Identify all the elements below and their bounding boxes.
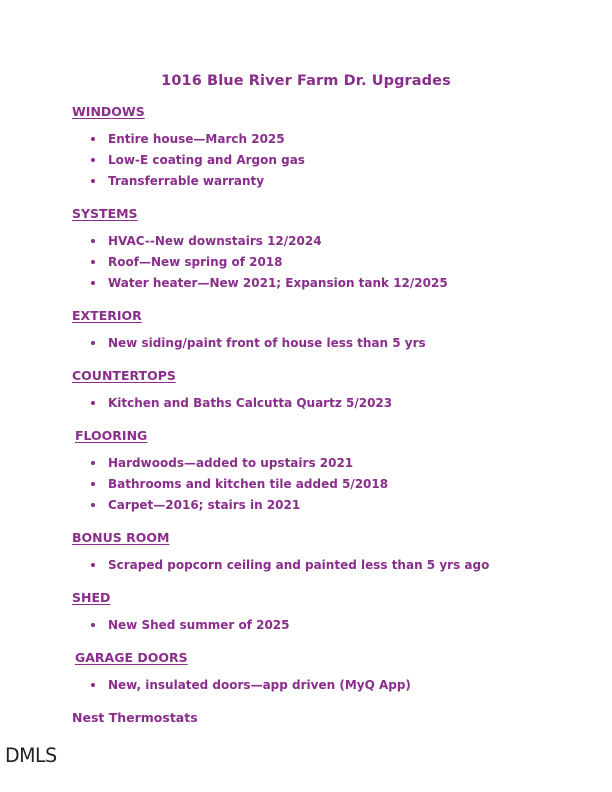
- section-heading: SYSTEMS: [72, 206, 138, 221]
- list-item: [72, 152, 592, 173]
- list-item-text: New Shed summer of 2025: [108, 618, 290, 632]
- bullet-icon: [91, 341, 95, 345]
- bullet-icon: [91, 158, 95, 162]
- section-heading: COUNTERTOPS: [72, 368, 176, 383]
- bullet-icon: [91, 461, 95, 465]
- bullet-icon: [91, 503, 95, 507]
- list-item-text: Low-E coating and Argon gas: [108, 153, 305, 167]
- bullet-list: [72, 455, 592, 518]
- section-heading: EXTERIOR: [72, 308, 142, 323]
- section-heading: SHED: [72, 590, 111, 605]
- bullet-icon: [91, 683, 95, 687]
- list-item-text: Kitchen and Baths Calcutta Quartz 5/2023: [108, 396, 393, 410]
- section-windows: [72, 104, 592, 194]
- list-item-text: Bathrooms and kitchen tile added 5/2018: [108, 477, 389, 491]
- list-item-text: New siding/paint front of house less than 5 yrs: [108, 336, 426, 350]
- list-item: [72, 131, 592, 152]
- bullet-list: [72, 677, 592, 698]
- list-item: [72, 497, 592, 518]
- section-countertops: [72, 368, 592, 416]
- list-item-text: Entire house—March 2025: [108, 132, 285, 146]
- list-item: [72, 233, 592, 254]
- section-heading: WINDOWS: [72, 104, 145, 119]
- list-item-text: Water heater—New 2021; Expansion tank 12/2025: [108, 276, 448, 290]
- list-item-text: Carpet—2016; stairs in 2021: [108, 498, 301, 512]
- bullet-icon: [91, 179, 95, 183]
- bullet-list: [72, 233, 592, 296]
- list-item: [72, 173, 592, 194]
- section-shed: [72, 590, 592, 638]
- list-item-text: HVAC--New downstairs 12/2024: [108, 234, 322, 248]
- bullet-icon: [91, 260, 95, 264]
- bullet-icon: [91, 563, 95, 567]
- section-heading: GARAGE DOORS: [75, 650, 188, 665]
- bullet-icon: [91, 623, 95, 627]
- list-item: [72, 617, 592, 638]
- list-item: [72, 275, 592, 296]
- section-bonus-room: [72, 530, 592, 578]
- bullet-icon: [91, 482, 95, 486]
- bullet-list: [72, 617, 592, 638]
- section-exterior: [72, 308, 592, 356]
- nest-thermostats-heading: Nest Thermostats: [72, 710, 198, 725]
- list-item-text: New, insulated doors—app driven (MyQ App): [108, 678, 411, 692]
- list-item-text: Transferrable warranty: [108, 174, 265, 188]
- bullet-list: [72, 335, 592, 356]
- section-systems: [72, 206, 592, 296]
- section-garage-doors: [72, 650, 592, 698]
- document-title: 1016 Blue River Farm Dr. Upgrades: [161, 73, 451, 89]
- list-item: [72, 395, 592, 416]
- section-heading: FLOORING: [75, 428, 148, 443]
- list-item: [72, 455, 592, 476]
- section-heading: BONUS ROOM: [72, 530, 170, 545]
- bullet-icon: [91, 239, 95, 243]
- list-item-text: Hardwoods—added to upstairs 2021: [108, 456, 354, 470]
- bullet-icon: [91, 401, 95, 405]
- list-item: [72, 335, 592, 356]
- list-item: [72, 557, 592, 578]
- bullet-list: [72, 131, 592, 194]
- bullet-list: [72, 557, 592, 578]
- bullet-icon: [91, 137, 95, 141]
- list-item-text: Roof—New spring of 2018: [108, 255, 283, 269]
- dmls-watermark: DMLS: [5, 744, 57, 768]
- bullet-list: [72, 395, 592, 416]
- list-item: [72, 677, 592, 698]
- bullet-icon: [91, 281, 95, 285]
- list-item-text: Scraped popcorn ceiling and painted less than 5 yrs ago: [108, 558, 490, 572]
- list-item: [72, 254, 592, 275]
- section-flooring: [72, 428, 592, 518]
- upgrades-list: [72, 104, 592, 737]
- list-item: [72, 476, 592, 497]
